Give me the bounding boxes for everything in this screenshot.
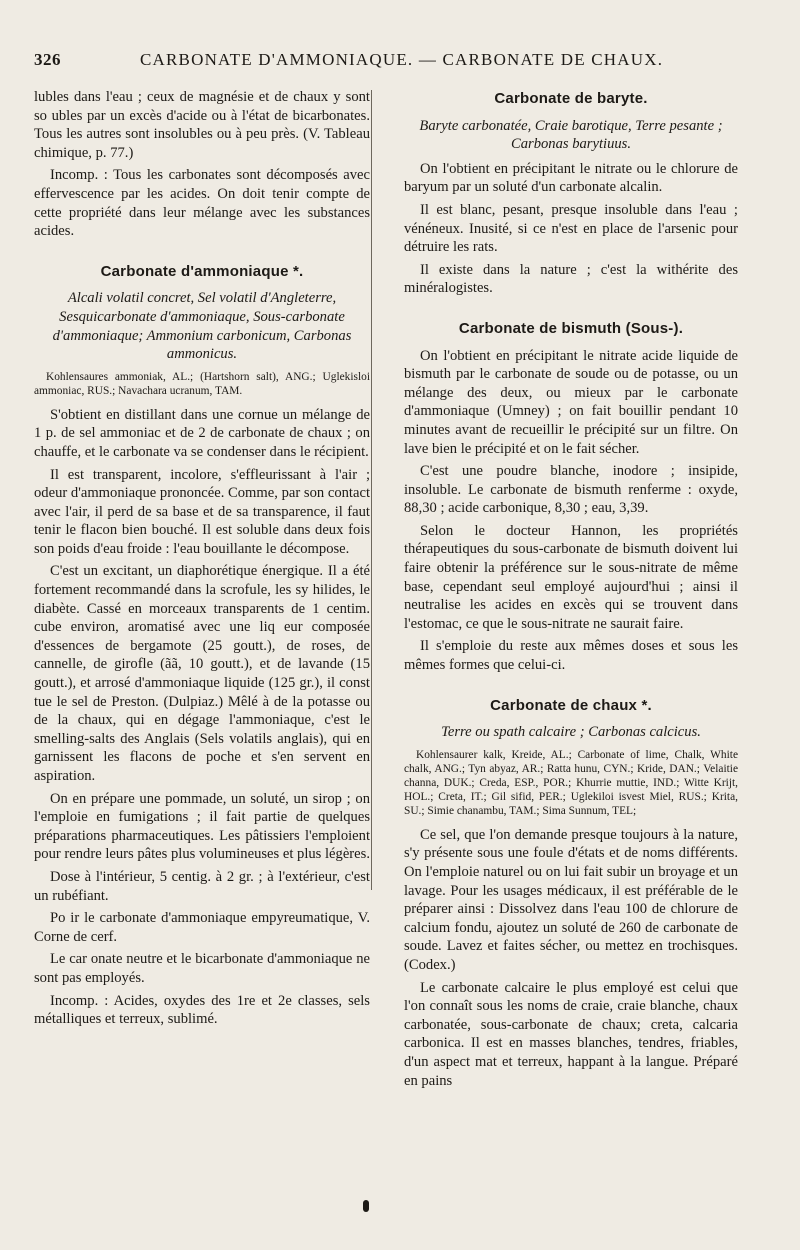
page-number: 326 bbox=[34, 50, 61, 69]
paragraph: Incomp. : Acides, oxydes des 1re et 2e classes, sels métalliques et terreux, sublimé. bbox=[34, 992, 370, 1028]
paragraph: C'est un excitant, un diaphorétique énergique. Il a été fortement recommandé dans la scrofule, les sy hilides, le diabète. Cassé en morceaux transparents de 1 centim. cube environ, aromatisé avec une liq eur composée d'essences de bergamote (25 goutt.), de roses, de cannelle, de girofle (ãã, 10 goutt.), et de lavande (15 goutt.), et arrosé d'ammoniaque liquide (125 gr.), il const tue le sel de Preston. (Dulpiaz.) Mêlé à de la potasse ou de la chaux, qui en dégage l'ammoniaque, c'est le smelling-salts des Anglais (Sels volatils anglais), qui en garnissent les flacons de poche et s'en servent en aspiration. bbox=[34, 563, 370, 784]
synonyms-baryte: Baryte carbonatée, Craie barotique, Terre pesante ; Carbonas barytiuus. bbox=[419, 117, 723, 153]
paragraph: lubles dans l'eau ; ceux de magnésie et de chaux y sont so ubles par un excès d'acide ou à l'état de bicarbonates. Tous les autres sont insolubles ou à peu près. (V. Tableau chimique, p. 77.) bbox=[34, 89, 370, 161]
paragraph: On l'obtient en précipitant le nitrate ou le chlorure de baryum par un soluté d'un carbonate alcalin. bbox=[404, 160, 738, 196]
column-divider bbox=[371, 90, 372, 890]
synonyms-ammoniaque: Alcali volatil concret, Sel volatil d'Angleterre, Sesquicarbonate d'ammoniaque, Sous-carbonate d'ammoniaque; Ammonium carbonicum, Carbonas ammonicus. bbox=[52, 290, 352, 363]
foreign-names-ammoniaque: Kohlensaures ammoniak, AL.; (Hartshorn salt), ANG.; Uglekisloi ammoniac, RUS.; Navachara ucranum, TAM. bbox=[34, 370, 370, 397]
running-title: CARBONATE D'AMMONIAQUE. — CARBONATE DE CHAUX. bbox=[140, 50, 664, 69]
paragraph: Po ir le carbonate d'ammoniaque empyreumatique, V. Corne de cerf. bbox=[34, 910, 370, 945]
paragraph: Incomp. : Tous les carbonates sont décomposés avec effervescence par les acides. On doit tenir compte de cette propriété dans leur mélange avec les substances acides. bbox=[34, 167, 370, 240]
paragraph: Le car onate neutre et le bicarbonate d'ammoniaque ne sont pas employés. bbox=[34, 951, 370, 986]
paragraph: Le carbonate calcaire le plus employé est celui que l'on connaît sous les noms de craie, craie blanche, chaux carbonatée, sous-carbonate de chaux; creta, calcaria carbonica. Il est en masses blanches, tendres, friables, d'un aspect mat et terreux, happant à la langue. Préparé en pains bbox=[404, 979, 738, 1089]
paragraph: Il est blanc, pesant, presque insoluble dans l'eau ; vénéneux. Inusité, si ce n'est en place de l'arsenic pour détruire les rats. bbox=[404, 201, 738, 256]
foreign-names-chaux: Kohlensaurer kalk, Kreide, AL.; Carbonate of lime, Chalk, White chalk, ANG.; Tyn abyaz, AR.; Ratta hunu, CYN.; Kride, DAN.; Velaitie channa, DUK.; Creda, ESP., POR.; Khurrie muttie, IND.; Witte Krijt, HOL.; Creta, IT.; Gil sifid, PER.; Uglekiloi isvest Miel, RUS.; Krita, SU.; Simie chanambu, TAM.; Sima Sunnum, TEL; bbox=[404, 748, 738, 817]
paragraph: Il s'emploie du reste aux mêmes doses et sous les mêmes formes que celui-ci. bbox=[404, 638, 738, 674]
synonyms-chaux: Terre ou spath calcaire ; Carbonas calcicus. bbox=[441, 724, 701, 741]
paragraph: Il existe dans la nature ; c'est la withérite des minéralogistes. bbox=[404, 261, 738, 297]
paragraph: Ce sel, que l'on demande presque toujours à la nature, s'y présente sous une foule d'états et de noms différents. On l'emploie naturel ou on lui fait subir un broyage et un lavage. Pour les usages médicaux, il est préférable de le préparer ainsi : Dissolvez dans l'eau 100 de chlorure de calcium fondu, ajoutez un soluté de 260 de carbonate de soude. Lavez et faites sécher, ou mettez en trochisques. (Codex.) bbox=[404, 826, 738, 973]
paragraph: Il est transparent, incolore, s'effleurissant à l'air ; odeur d'ammoniaque prononcée. Comme, par son contact avec l'air, il perd de sa base et de sa transparence, il faut tenir le flacon bien bouché. Il est soluble dans deux fois son poids d'eau froide : l'eau bouillante le décompose. bbox=[34, 466, 370, 557]
section-heading-ammoniaque: Carbonate d'ammoniaque *. bbox=[100, 262, 304, 280]
paragraph: On l'obtient en précipitant le nitrate acide liquide de bismuth par le carbonate de soude ou de potasse, ou un mélange des deux, ou mieux par le carbonate d'ammoniaque (Umney) ; on fait bouillir pendant 10 minutes avant de recueillir le précipité sur un filtre. On lave bien le précipité et on le fait sécher. bbox=[404, 347, 738, 457]
paragraph: C'est une poudre blanche, inodore ; insipide, insoluble. Le carbonate de bismuth renferme : oxyde, 88,30 ; acide carbonique, 8,30 ; eau, 3,39. bbox=[404, 463, 738, 517]
printer-mark bbox=[363, 1200, 369, 1212]
left-column bbox=[34, 88, 370, 1033]
running-head bbox=[34, 50, 768, 80]
paragraph: Selon le docteur Hannon, les propriétés thérapeutiques du sous-carbonate de bismuth doivent lui faire obtenir la préférence sur le sous-nitrate de même base, cependant seul employé aujourd'hui ; ainsi il neutralise les acides en excès qui se trouvent dans l'estomac, ce que le sous-nitrate ne saurait faire. bbox=[404, 522, 738, 632]
paragraph: S'obtient en distillant dans une cornue un mélange de 1 p. de sel ammoniac et de 2 de carbonate de chaux ; on chauffe, et le carbonate va se condenser dans le récipient. bbox=[34, 406, 370, 460]
paragraph: On en prépare une pommade, un soluté, un sirop ; on l'emploie en fumigations ; il fait partie de quelques préparations pharmaceutiques. Les pâtissiers l'emploient pour rendre leurs pâtes plus volumineuses et plus légères. bbox=[34, 790, 370, 863]
section-heading-bismuth: Carbonate de bismuth (Sous-). bbox=[458, 319, 684, 337]
paragraph: Dose à l'intérieur, 5 centig. à 2 gr. ; à l'extérieur, c'est un rubéfiant. bbox=[34, 868, 370, 904]
right-column bbox=[404, 88, 738, 1094]
section-heading-chaux: Carbonate de chaux *. bbox=[490, 696, 652, 714]
section-heading-baryte: Carbonate de baryte. bbox=[494, 90, 648, 107]
